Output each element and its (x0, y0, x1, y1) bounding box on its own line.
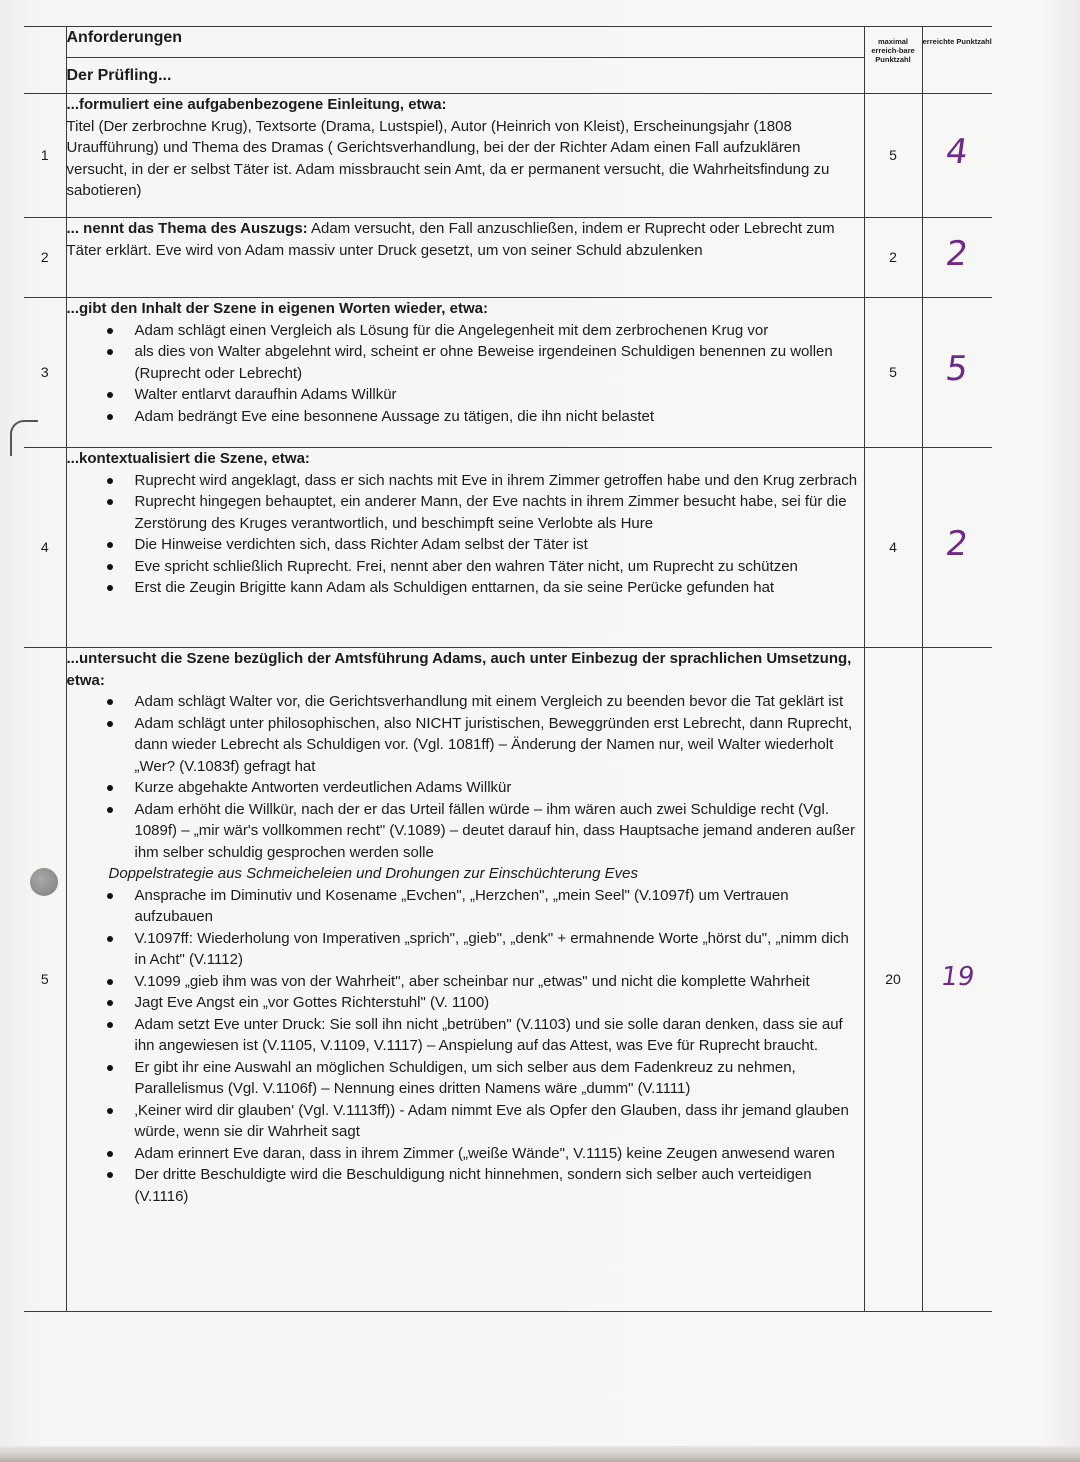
requirement-cell (66, 648, 864, 1312)
requirement-text: Titel (Der zerbrochne Krug), Textsorte (Drama, Lustspiel), Autor (Heinrich von Kleist), Erscheinungsjahr (1808 Uraufführung) und Thema des Dramas ( Gerichtsverhandlung, bei der der Richter Adam einen Fall aufzuklären versucht, in der er selbst Täter ist. Adam missbraucht sein Amt, da er permanent versucht, die Wahrheitsfindung zu sabotieren) (66, 117, 830, 199)
max-points-header: maximal erreich-bare Punktzahl (864, 27, 922, 94)
list-item: V.1099 „gieb ihm was von der Wahrheit", aber scheinbar nur „etwas" und nicht die komplette Wahrheit (135, 971, 864, 993)
requirement-cell (66, 94, 864, 218)
strategy-bullets (67, 885, 864, 1208)
list-item: Adam erinnert Eve daran, dass in ihrem Zimmer („weiße Wände", V.1115) keine Zeugen anwesend waren (135, 1143, 864, 1165)
list-item: Kurze abgehakte Antworten verdeutlichen Adams Willkür (135, 777, 864, 799)
achieved-points: 4 (922, 94, 992, 218)
examinee-header: Der Prüfling... (66, 58, 864, 94)
table-row (24, 94, 992, 218)
achieved-points: 2 (922, 218, 992, 298)
max-points: 5 (864, 298, 922, 448)
requirement-intro: ...gibt den Inhalt der Szene in eigenen Worten wieder, etwa: (66, 300, 488, 317)
header-row-examinee (24, 58, 992, 94)
list-item: Ruprecht wird angeklagt, dass er sich nachts mit Eve in ihrem Zimmer getroffen habe und den Krug zerbrach (135, 470, 864, 492)
list-item: Erst die Zeugin Brigitte kann Adam als Schuldigen enttarnen, da sie seine Perücke gefunden hat (135, 577, 864, 599)
achieved-points-header: erreichte Punktzahl (922, 27, 992, 94)
requirement-bullets (67, 691, 864, 863)
header-row-requirements (24, 27, 992, 58)
max-points: 2 (864, 218, 922, 298)
table-row (24, 448, 992, 648)
max-points: 5 (864, 94, 922, 218)
requirement-bullets (67, 320, 864, 428)
list-item: Walter entlarvt daraufhin Adams Willkür (135, 384, 864, 406)
grading-table (24, 26, 992, 1312)
achieved-points: 5 (922, 298, 992, 448)
list-item: Ruprecht hingegen behauptet, ein anderer Mann, der Eve nachts in ihrem Zimmer besucht habe, sei für die Zerstörung des Kruges verantwortlich, und beschimpft seine Verlobte als Hure (135, 491, 864, 534)
requirements-header: Anforderungen (66, 27, 864, 58)
list-item: Adam schlägt unter philosophischen, also NICHT juristischen, Beweggründen erst Lebrecht, dann Ruprecht, dann wieder Lebrecht als Schuldigen vor. (Vgl. 1081ff) – Änderung der Namen nur, weil Walter wiederholt „Wer? (V.1083f) gefragt hat (135, 713, 864, 778)
list-item: Adam schlägt einen Vergleich als Lösung für die Angelegenheit mit dem zerbrochenen Krug vor (135, 320, 864, 342)
list-item: Adam erhöht die Willkür, nach der er das Urteil fällen würde – ihm wären auch zwei Schuldige recht (Vgl. 1089f) – „mir wär's vollkommen recht" (V.1089) – deutet darauf hin, dass Hauptsache jemand anderen außer ihm selber schuldig gesprochen werden solle (135, 799, 864, 864)
requirement-intro: ...kontextualisiert die Szene, etwa: (66, 450, 310, 467)
requirement-intro: ...untersucht die Szene bezüglich der Amtsführung Adams, auch unter Einbezug der sprachlichen Umsetzung, etwa: (66, 650, 852, 689)
list-item: Adam setzt Eve unter Druck: Sie soll ihn nicht „betrüben" (V.1103) und sie solle daran denken, dass sie auf ihn angewiesen ist (V.1105, V.1109, V.1117) – Anspielung auf das Attest, was Eve für Ruprecht braucht. (135, 1014, 864, 1057)
requirement-intro: ...formuliert eine aufgabenbezogene Einleitung, etwa: (66, 96, 447, 113)
achieved-points: 19 (922, 648, 992, 1312)
list-item: Die Hinweise verdichten sich, dass Richter Adam selbst der Täter ist (135, 534, 864, 556)
max-points: 4 (864, 448, 922, 648)
header-number-cell (24, 27, 66, 94)
list-item: Jagt Eve Angst ein „vor Gottes Richterstuhl" (V. 1100) (135, 992, 864, 1014)
list-item: Eve spricht schließlich Ruprecht. Frei, nennt aber den wahren Täter nicht, um Ruprecht zu schützen (135, 556, 864, 578)
list-item: Ansprache im Diminutiv und Kosename „Evchen", „Herzchen", „mein Seel" (V.1097f) um Vertrauen aufzubauen (135, 885, 864, 928)
list-item: ‚Keiner wird dir glauben' (Vgl. V.1113ff)) - Adam nimmt Eve als Opfer den Glauben, dass ihr jemand glauben würde, wenn sie dir Wahrheit sagt (135, 1100, 864, 1143)
requirement-text: Adam versucht, den Fall anzuschließen, indem er Ruprecht oder Lebrecht zum Täter erklärt. Eve wird von Adam massiv unter Druck gesetzt, um von seiner Schuld abzulenken (66, 220, 835, 259)
row-number: 3 (24, 298, 66, 448)
max-points: 20 (864, 648, 922, 1312)
list-item: Adam bedrängt Eve eine besonnene Aussage zu tätigen, die ihn nicht belastet (135, 406, 864, 428)
achieved-points: 2 (922, 448, 992, 648)
table-row (24, 298, 992, 448)
requirement-intro: ... nennt das Thema des Auszugs: (66, 220, 308, 237)
row-number: 2 (24, 218, 66, 298)
list-item: Er gibt ihr eine Auswahl an möglichen Schuldigen, um sich selber aus dem Fadenkreuz zu nehmen, Parallelismus (Vgl. V.1106f) – Nennung eines dritten Namens wäre „dumm" (V.1111) (135, 1057, 864, 1100)
row-number: 1 (24, 94, 66, 218)
row-number: 4 (24, 448, 66, 648)
page-edge-shadow (0, 1446, 1080, 1462)
table-row (24, 648, 992, 1312)
requirement-cell (66, 448, 864, 648)
row-number: 5 (24, 648, 66, 1312)
requirement-cell (66, 218, 864, 298)
list-item: Adam schlägt Walter vor, die Gerichtsverhandlung mit einem Vergleich zu beenden bevor die Tat geklärt ist (135, 691, 864, 713)
list-item: als dies von Walter abgelehnt wird, scheint er ohne Beweise irgendeinen Schuldigen benennen zu wollen (Ruprecht oder Lebrecht) (135, 341, 864, 384)
list-item: Der dritte Beschuldigte wird die Beschuldigung nicht hinnehmen, sondern sich selber auch verteidigen (V.1116) (135, 1164, 864, 1207)
requirement-bullets (67, 470, 864, 599)
list-item: V.1097ff: Wiederholung von Imperativen „sprich", „gieb", „denk" + ermahnende Worte „hörst du", „nimm dich in Acht" (V.1112) (135, 928, 864, 971)
table-row (24, 218, 992, 298)
requirement-cell (66, 298, 864, 448)
strategy-subheading: Doppelstrategie aus Schmeicheleien und Drohungen zur Einschüchterung Eves (108, 865, 638, 882)
